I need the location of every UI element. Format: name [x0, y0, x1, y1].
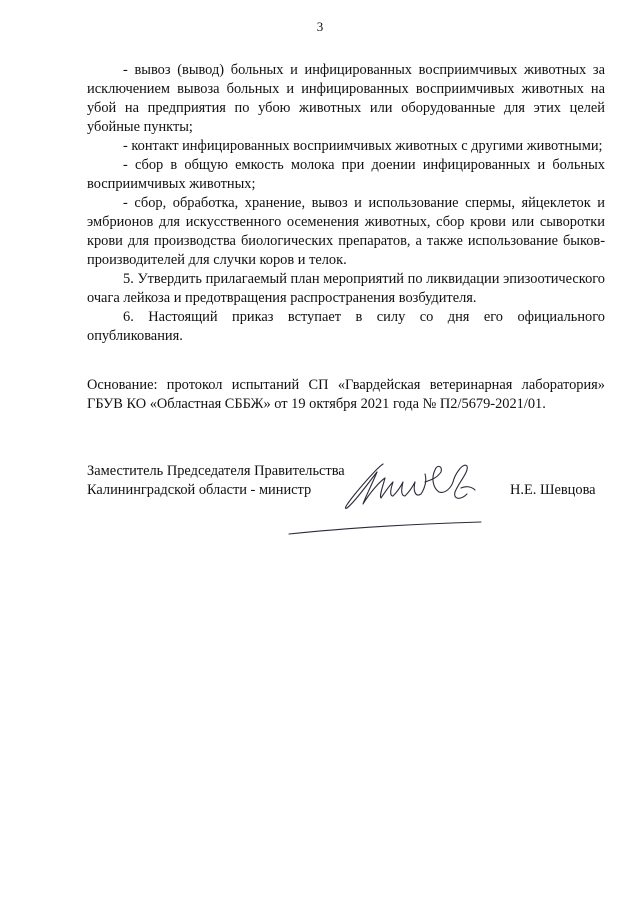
- signer-name: Н.Е. Шевцова: [510, 482, 596, 498]
- paragraph-2: - контакт инфицированных восприимчивых животных с другими животными;: [123, 138, 603, 154]
- page-number: 3: [316, 19, 324, 34]
- paragraph-3: - сбор в общую емкость молока при доении инфицированных и больных восприимчивых животных;: [87, 157, 605, 192]
- handwritten-signature: [285, 452, 500, 542]
- paragraph-6: 6. Настоящий приказ вступает в силу со дня его официального опубликования.: [87, 309, 605, 344]
- paragraph-1: - вывоз (вывод) больных и инфицированных восприимчивых животных за исключением вывоза больных и инфицированных восприимчивых животных на убой на предприятия по убою животных или оборудованные для этих целей убойные пункты;: [87, 62, 605, 135]
- document-body: [87, 61, 605, 346]
- paragraph-4: - сбор, обработка, хранение, вывоз и использование спермы, яйцеклеток и эмбрионов для искусственного осеменения животных, сбор крови или сыворотки крови для производства биологических препаратов, а также использование быков-производителей для случки коров и телок.: [87, 195, 605, 268]
- basis-text: Основание: протокол испытаний СП «Гвардейская ветеринарная лаборатория» ГБУВ КО «Областная СББЖ» от 19 октября 2021 года № П2/5679-2021/01.: [87, 377, 605, 412]
- signer-title-line-1: Заместитель Председателя Правительства: [87, 463, 345, 479]
- paragraph-5: 5. Утвердить прилагаемый план мероприятий по ликвидации эпизоотического очага лейкоза и предотвращения распространения возбудителя.: [87, 271, 605, 306]
- signer-title-line-2: Калининградской области - министр: [87, 482, 312, 498]
